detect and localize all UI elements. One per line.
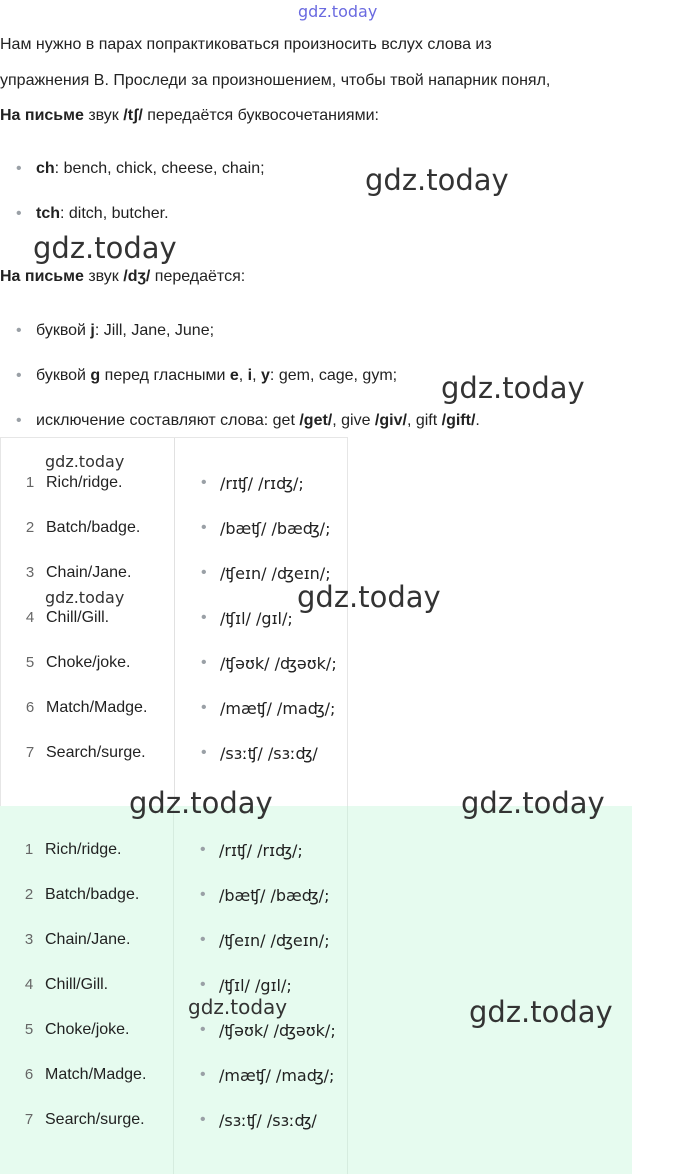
bullet-icon: •: [200, 1021, 206, 1038]
item-text: буквой: [36, 367, 91, 384]
word-pair: Chain/Jane.: [45, 931, 131, 948]
table-row: [1, 474, 349, 519]
table-row: [0, 841, 348, 886]
word-pair: Chill/Gill.: [45, 976, 109, 993]
item-text: перед гласными: [100, 367, 230, 384]
item-bold: g: [90, 367, 101, 384]
bullet-icon: •: [200, 931, 206, 948]
dz-heading-prefix: звук: [83, 268, 124, 285]
transcription: /ʧeɪn/ /ʤeɪn/;: [219, 931, 330, 950]
watermark-top: gdz.today: [298, 2, 378, 21]
item-text: ,: [252, 367, 262, 384]
word-pair: Match/Madge.: [46, 699, 148, 716]
row-number: 3: [25, 564, 35, 581]
item-text: ,: [238, 367, 248, 384]
list-item: [16, 204, 169, 224]
item-bold: /giv/: [374, 412, 407, 429]
item-bold: /gift/: [441, 412, 476, 429]
dz-heading: [0, 267, 245, 287]
row-number: 2: [24, 886, 34, 903]
transcription: /ʧɪl/ /gɪl/;: [220, 609, 293, 628]
word-pair: Choke/joke.: [46, 654, 131, 671]
item-bold: j: [90, 322, 95, 339]
table-row: [1, 519, 349, 564]
watermark: gdz.today: [33, 231, 177, 265]
list-item: [16, 366, 397, 386]
row-number: 2: [25, 519, 35, 536]
bullet-icon: •: [201, 474, 207, 491]
item-text: исключение составляют слова: get: [36, 412, 300, 429]
row-number: 1: [25, 474, 35, 491]
pronunciation-table: [0, 437, 348, 807]
bullet-icon: •: [200, 841, 206, 858]
transcription: /sɜːʧ/ /sɜːʤ/: [219, 1111, 317, 1130]
bullet-icon: •: [16, 205, 22, 222]
item-bold: ch: [36, 160, 55, 177]
row-number: 4: [25, 609, 35, 626]
table-row: [1, 699, 349, 744]
watermark: gdz.today: [188, 995, 288, 1019]
transcription: /rɪʧ/ /rɪʤ/;: [219, 841, 303, 860]
transcription: /ʧəʊk/ /ʤəʊk/;: [219, 1021, 336, 1040]
row-number: 7: [24, 1111, 34, 1128]
list-item: [16, 411, 480, 431]
item-bold: y: [261, 367, 270, 384]
transcription: /bæʧ/ /bæʤ/;: [219, 886, 330, 905]
dz-sound: /dʒ/: [123, 268, 151, 285]
bullet-icon: •: [16, 367, 22, 384]
item-text: : Jill, Jane, June;: [94, 322, 215, 339]
watermark: gdz.today: [441, 371, 585, 405]
item-text: буквой: [36, 322, 91, 339]
row-number: 1: [24, 841, 34, 858]
tch-heading-suffix: передаётся буквосочетаниями:: [142, 107, 379, 124]
list-item: [16, 321, 214, 341]
bullet-icon: •: [201, 699, 207, 716]
item-bold: e: [229, 367, 239, 384]
row-number: 5: [25, 654, 35, 671]
transcription: /sɜːʧ/ /sɜːʤ/: [220, 744, 318, 763]
bullet-icon: •: [16, 322, 22, 339]
word-pair: Rich/ridge.: [45, 841, 122, 858]
row-number: 4: [24, 976, 34, 993]
dz-heading-bold: На письме: [0, 268, 84, 285]
watermark: gdz.today: [297, 580, 441, 614]
bullet-icon: •: [201, 744, 207, 761]
row-number: 6: [25, 699, 35, 716]
transcription: /rɪʧ/ /rɪʤ/;: [220, 474, 304, 493]
tch-sound: /tʃ/: [123, 107, 143, 124]
transcription: /ʧɪl/ /gɪl/;: [219, 976, 292, 995]
transcription: /mæʧ/ /maʤ/;: [220, 699, 336, 718]
tch-heading-bold: На письме: [0, 107, 84, 124]
watermark: gdz.today: [45, 588, 125, 607]
item-text: , gift: [406, 412, 442, 429]
row-number: 6: [24, 1066, 34, 1083]
row-number: 5: [24, 1021, 34, 1038]
table-row: [1, 654, 349, 699]
bullet-icon: •: [16, 412, 22, 429]
item-text: : bench, chick, cheese, chain;: [54, 160, 265, 177]
item-bold: i: [247, 367, 253, 384]
transcription: /bæʧ/ /bæʤ/;: [220, 519, 331, 538]
bullet-icon: •: [201, 654, 207, 671]
item-bold: tch: [36, 205, 60, 222]
transcription: /ʧəʊk/ /ʤəʊk/;: [220, 654, 337, 673]
item-text: , give: [332, 412, 375, 429]
item-text: : ditch, butcher.: [60, 205, 169, 222]
answer-table: [0, 806, 632, 1174]
intro-line-1: Нам нужно в парах попрактиковаться произносить вслух слова из: [0, 36, 492, 53]
table-row: [0, 1021, 348, 1066]
bullet-icon: •: [200, 1111, 206, 1128]
table-row: [0, 886, 348, 931]
dz-heading-suffix: передаётся:: [150, 268, 246, 285]
item-bold: /get/: [299, 412, 333, 429]
transcription: /mæʧ/ /maʤ/;: [219, 1066, 335, 1085]
intro-line-2: упражнения B. Проследи за произношением, чтобы твой напарник понял,: [0, 72, 551, 89]
word-pair: Chain/Jane.: [46, 564, 132, 581]
watermark: gdz.today: [129, 786, 273, 820]
bullet-icon: •: [201, 609, 207, 626]
list-item: [16, 159, 265, 179]
word-pair: Search/surge.: [45, 1111, 145, 1128]
word-pair: Match/Madge.: [45, 1066, 147, 1083]
table-row: [0, 1111, 348, 1156]
row-number: 7: [25, 744, 35, 761]
watermark: gdz.today: [365, 163, 509, 197]
word-pair: Batch/badge.: [45, 886, 140, 903]
bullet-icon: •: [201, 519, 207, 536]
word-pair: Choke/joke.: [45, 1021, 130, 1038]
bullet-icon: •: [201, 564, 207, 581]
row-number: 3: [24, 931, 34, 948]
word-pair: Batch/badge.: [46, 519, 141, 536]
word-pair: Chill/Gill.: [46, 609, 110, 626]
item-text: .: [475, 412, 480, 429]
table-row: [1, 744, 349, 789]
transcription: /ʧeɪn/ /ʤeɪn/;: [220, 564, 331, 583]
watermark: gdz.today: [469, 995, 613, 1029]
watermark: gdz.today: [45, 452, 125, 471]
tch-heading: [0, 106, 379, 126]
table-row: [1, 609, 349, 654]
bullet-icon: •: [200, 976, 206, 993]
watermark: gdz.today: [461, 786, 605, 820]
bullet-icon: •: [200, 1066, 206, 1083]
word-pair: Rich/ridge.: [46, 474, 123, 491]
bullet-icon: •: [16, 160, 22, 177]
table-row: [0, 976, 348, 1021]
word-pair: Search/surge.: [46, 744, 146, 761]
tch-heading-prefix: звук: [83, 107, 124, 124]
bullet-icon: •: [200, 886, 206, 903]
table-row: [0, 931, 348, 976]
item-text: : gem, cage, gym;: [269, 367, 398, 384]
table-row: [0, 1066, 348, 1111]
